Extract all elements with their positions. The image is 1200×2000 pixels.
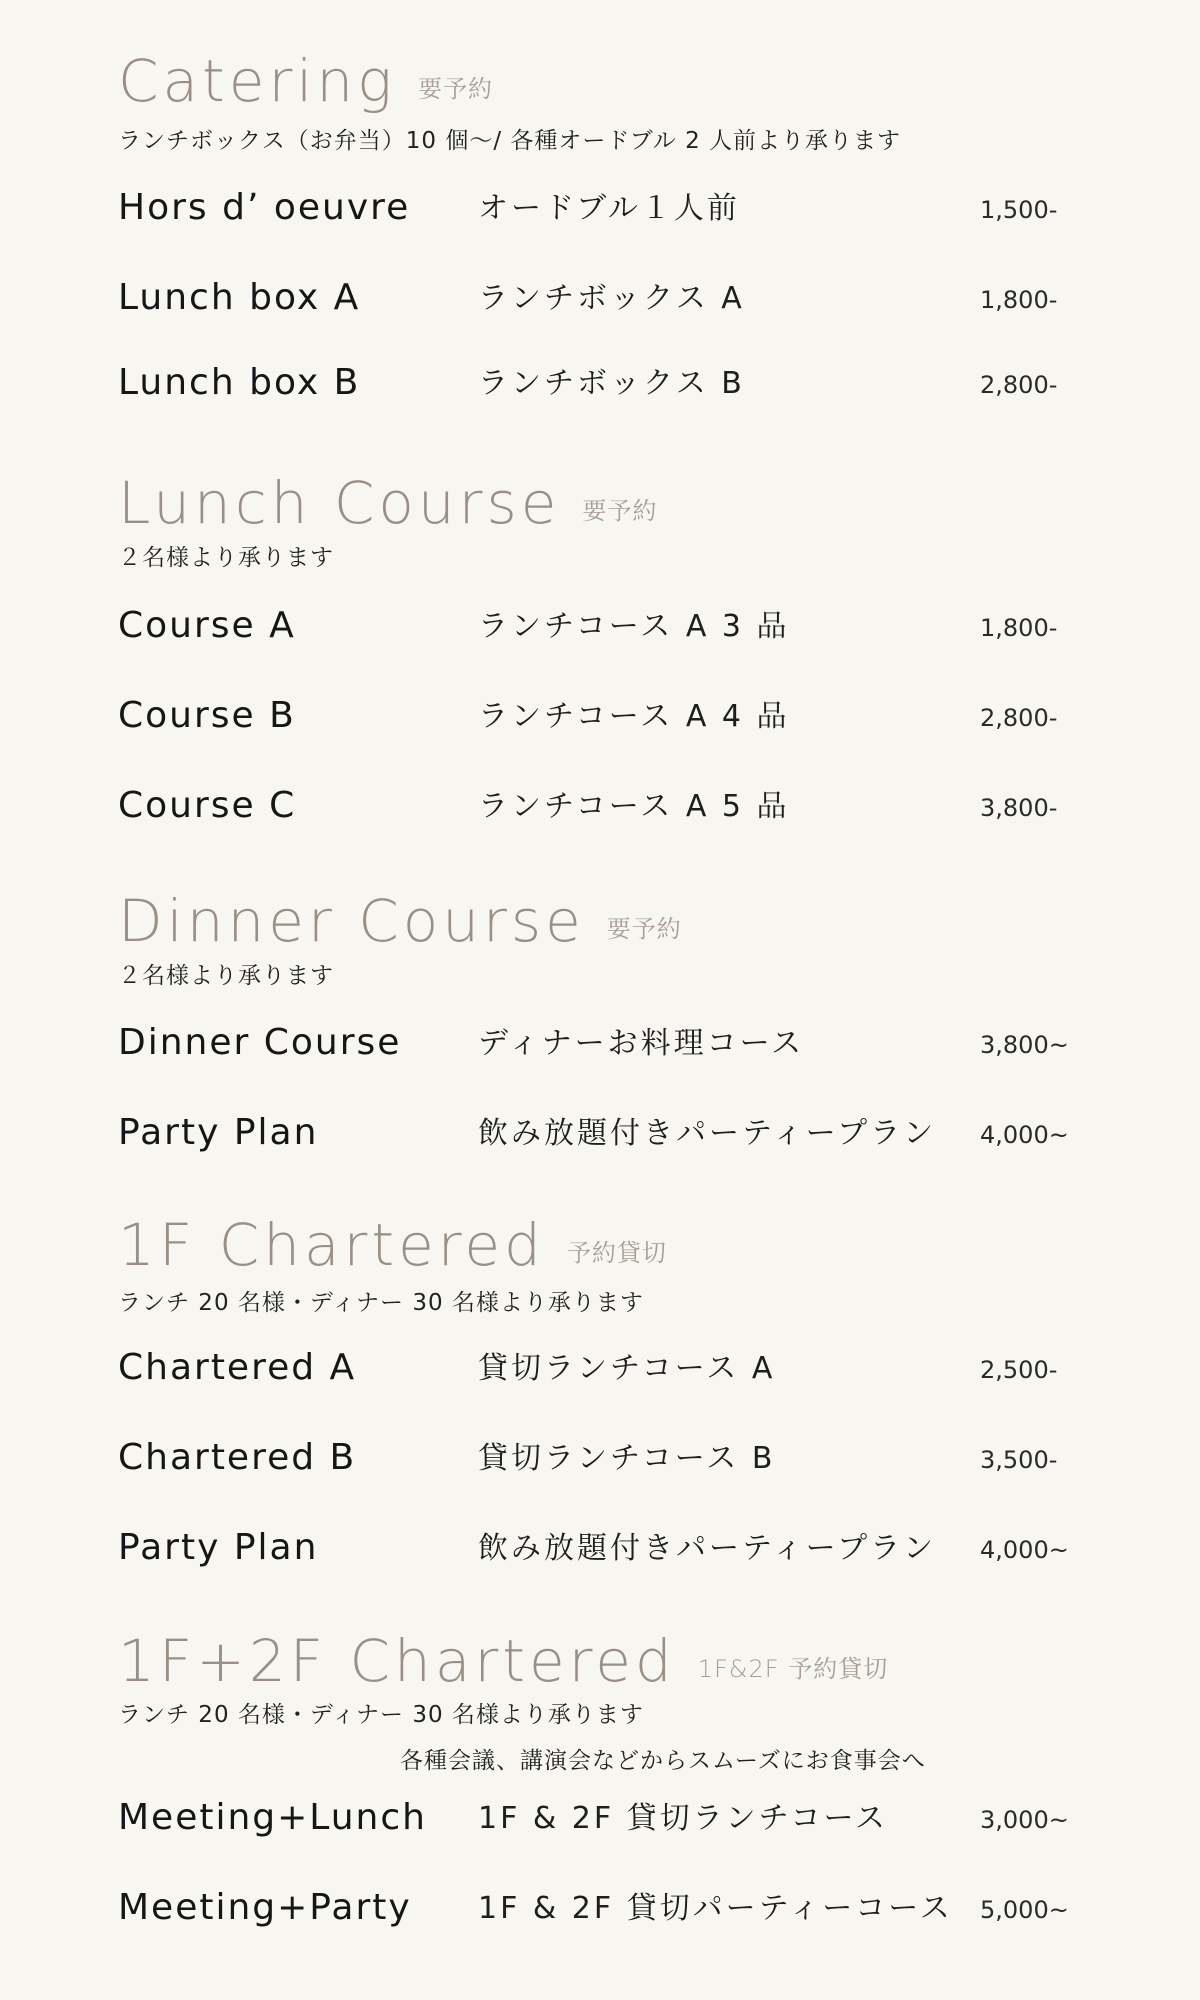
section-note: 各種会議、講演会などからスムーズにお食事会へ <box>400 1748 926 1774</box>
item-price: 5,000~ <box>980 1896 1069 1924</box>
item-price: 3,800~ <box>980 1031 1069 1059</box>
item-price: 2,800- <box>980 371 1058 399</box>
section-tag: 要予約 <box>582 497 658 525</box>
section-title-1f-chartered <box>118 1211 667 1279</box>
menu-item <box>0 362 1200 415</box>
item-name-jp: 貸切ランチコース A <box>478 1351 776 1386</box>
item-name-en: Lunch box B <box>118 362 361 403</box>
item-name-en: Chartered B <box>118 1437 357 1478</box>
section-title-1f-2f-chartered <box>118 1627 889 1695</box>
menu-item <box>0 1797 1200 1850</box>
menu-item <box>0 605 1200 658</box>
section-note: ランチボックス（お弁当）10 個～/ 各種オードブル 2 人前より承ります <box>118 128 902 154</box>
item-name-jp: オードブル１人前 <box>478 191 740 226</box>
item-name-en: Lunch box A <box>118 277 361 318</box>
menu-item <box>0 1347 1200 1400</box>
section-tag: 1F&2F 予約貸切 <box>697 1655 889 1683</box>
menu-item <box>0 1112 1200 1165</box>
item-name-jp: ランチボックス B <box>478 366 745 401</box>
section-title-catering <box>118 47 493 115</box>
menu-item <box>0 1527 1200 1580</box>
section-tag: 要予約 <box>418 75 493 103</box>
item-price: 3,500- <box>980 1446 1058 1474</box>
item-name-en: Course A <box>118 605 296 646</box>
item-name-en: Meeting+Lunch <box>118 1797 427 1838</box>
section-title-text: Dinner Course <box>118 887 585 955</box>
item-name-en: Dinner Course <box>118 1022 402 1063</box>
section-tag: 予約貸切 <box>566 1239 667 1267</box>
item-price: 1,500- <box>980 196 1058 224</box>
item-name-jp: ランチコース A 5 品 <box>478 789 790 824</box>
item-name-en: Meeting+Party <box>118 1887 412 1928</box>
item-name-jp: ランチボックス A <box>478 281 745 316</box>
item-price: 1,800- <box>980 286 1058 314</box>
item-name-jp: 1F & 2F 貸切パーティーコース <box>478 1891 953 1926</box>
item-name-en: Chartered A <box>118 1347 357 1388</box>
section-title-text: 1F Chartered <box>118 1211 545 1279</box>
item-price: 3,800- <box>980 794 1058 822</box>
item-price: 3,000~ <box>980 1806 1069 1834</box>
section-title-text: Lunch Course <box>118 469 561 537</box>
item-price: 1,800- <box>980 614 1058 642</box>
item-name-en: Hors d’ oeuvre <box>118 187 411 228</box>
menu-item <box>0 695 1200 748</box>
item-price: 4,000~ <box>980 1121 1069 1149</box>
menu-item <box>0 785 1200 838</box>
item-name-jp: 飲み放題付きパーティープラン <box>478 1531 937 1566</box>
item-price: 2,800- <box>980 704 1058 732</box>
section-note: ２名様より承ります <box>118 545 334 571</box>
item-name-jp: 1F & 2F 貸切ランチコース <box>478 1801 888 1836</box>
section-note: ランチ 20 名様・ディナー 30 名様より承ります <box>118 1290 644 1316</box>
item-name-en: Course C <box>118 785 297 826</box>
item-name-jp: ディナーお料理コース <box>478 1026 805 1061</box>
section-title-text: 1F+2F Chartered <box>118 1627 676 1695</box>
item-name-jp: 貸切ランチコース B <box>478 1441 776 1476</box>
section-note: ランチ 20 名様・ディナー 30 名様より承ります <box>118 1702 644 1728</box>
section-tag: 要予約 <box>606 915 682 943</box>
section-title-dinner-course <box>118 887 682 955</box>
menu-item <box>0 277 1200 330</box>
section-title-lunch-course <box>118 469 658 537</box>
item-price: 2,500- <box>980 1356 1058 1384</box>
item-name-jp: ランチコース A 4 品 <box>478 699 790 734</box>
item-name-en: Party Plan <box>118 1112 319 1153</box>
item-name-en: Party Plan <box>118 1527 319 1568</box>
item-name-en: Course B <box>118 695 296 736</box>
section-title-text: Catering <box>118 47 396 115</box>
item-price: 4,000~ <box>980 1536 1069 1564</box>
item-name-jp: 飲み放題付きパーティープラン <box>478 1116 937 1151</box>
menu-item <box>0 1022 1200 1075</box>
menu-item <box>0 1437 1200 1490</box>
item-name-jp: ランチコース A 3 品 <box>478 609 790 644</box>
menu-item <box>0 187 1200 240</box>
section-note: ２名様より承ります <box>118 963 334 989</box>
menu-item <box>0 1887 1200 1940</box>
